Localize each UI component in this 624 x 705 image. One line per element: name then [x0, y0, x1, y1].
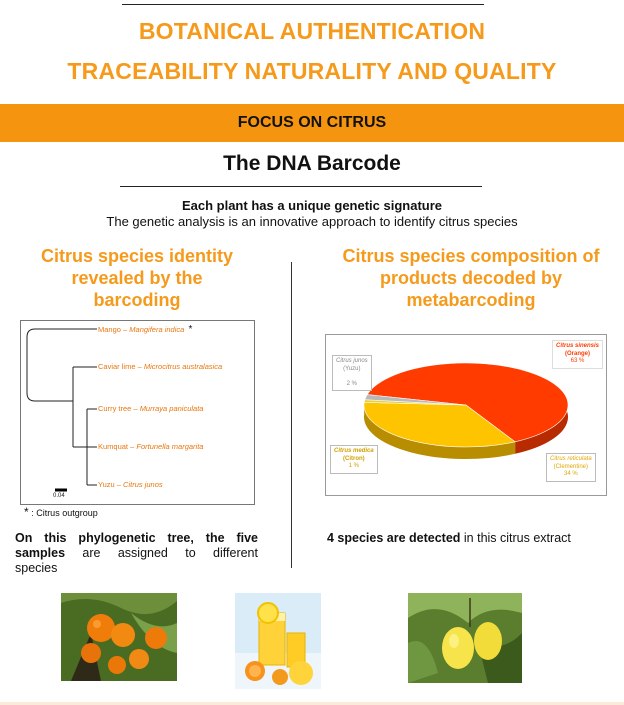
pie-chart-panel — [325, 334, 607, 496]
tree-scale-label: 0.04 — [53, 493, 65, 499]
focus-label: FOCUS ON CITRUS — [237, 114, 387, 131]
pie-label-citron: Citrus medica (Citron) 1 % — [330, 445, 378, 474]
column-divider — [291, 262, 292, 568]
tree-leaf-caviar-lime: Caviar lime – Microcitrus australasica — [98, 362, 223, 371]
left-section-title: Citrus species identity revealed by the barcoding — [40, 246, 234, 310]
oranges-on-tree-photo — [61, 593, 177, 681]
pie-caption: 4 species are detected in this citrus extract — [327, 531, 571, 545]
pie-label-yuzu: Citrus junos (Yuzu) 2 % — [332, 355, 372, 391]
tree-caption: On this phylogenetic tree, the five samples are assigned to different species — [15, 531, 258, 575]
top-rule — [122, 4, 484, 5]
lemons-on-tree-photo — [408, 593, 522, 683]
tree-leaf-curry-tree: Curry tree – Murraya paniculata — [98, 404, 204, 413]
phylogenetic-tree-panel — [20, 320, 255, 505]
tree-leaf-kumquat: Kumquat – Fortunella margarita — [98, 442, 204, 451]
page-title-line2: TRACEABILITY NATURALITY AND QUALITY — [67, 58, 557, 84]
tree-leaf-mango: Mango – Mangifera indica * — [98, 324, 193, 335]
unique-signature-text: Each plant has a unique genetic signature — [181, 198, 443, 213]
pie-label-orange: Citrus sinensis (Orange) 63 % — [552, 340, 603, 369]
genetic-analysis-text: The genetic analysis is an innovative approach to identify citrus species — [106, 214, 518, 229]
right-section-title: Citrus species composition of products decoded by metabarcoding — [342, 246, 600, 310]
orange-juice-photo — [235, 593, 321, 689]
pie-label-clementine: Citrus reticulata (Clementine) 34 % — [546, 453, 596, 482]
focus-banner — [0, 104, 624, 142]
tree-leaf-yuzu: Yuzu – Citrus junos — [98, 480, 163, 489]
page-title-line1: BOTANICAL AUTHENTICATION — [138, 18, 486, 44]
dna-barcode-title: The DNA Barcode — [223, 152, 401, 175]
dna-underline — [120, 186, 482, 187]
outgroup-footnote: * : Citrus outgroup — [24, 505, 98, 519]
